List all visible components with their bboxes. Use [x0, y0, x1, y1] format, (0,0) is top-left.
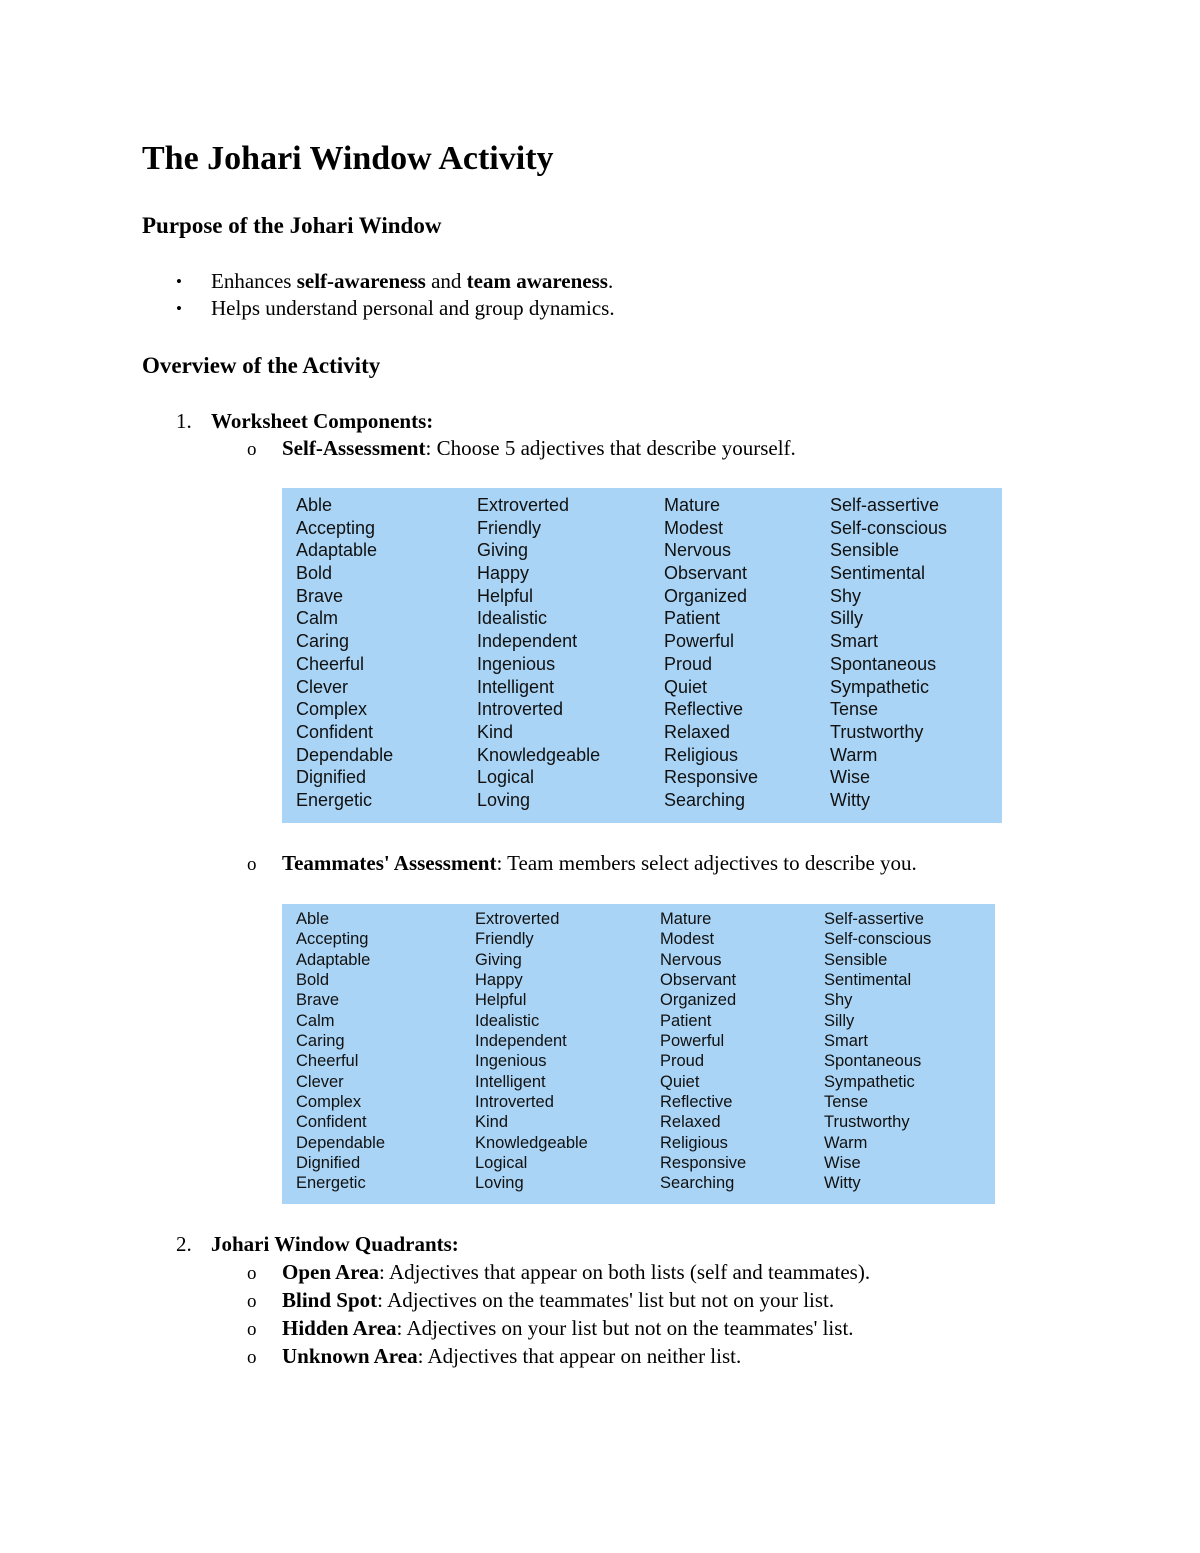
- quadrant-hidden-area: Hidden Area: Adjectives on your list but not on the teammates' list.: [282, 1316, 854, 1340]
- adjective-item: Silly: [830, 608, 864, 629]
- purpose-bullet-2: Helps understand personal and group dynamics.: [211, 296, 615, 320]
- adjective-item: Friendly: [475, 930, 534, 949]
- adjective-item: Adaptable: [296, 540, 378, 561]
- adjective-item: Helpful: [475, 991, 527, 1010]
- adjective-item: Sensible: [830, 540, 900, 561]
- adjective-item: Extroverted: [477, 495, 570, 515]
- sub-bullet-icon: o: [247, 1291, 257, 1312]
- adjective-item: Adaptable: [296, 950, 371, 969]
- adjective-item: Happy: [475, 971, 523, 990]
- adjective-item: Modest: [664, 517, 724, 538]
- sub-bullet-icon: o: [247, 439, 257, 460]
- adjective-item: Knowledgeable: [475, 1133, 588, 1152]
- adjective-item: Shy: [824, 991, 853, 1010]
- purpose-bullet-1: Enhances self-awareness and team awareness.: [211, 269, 614, 293]
- adjective-item: Cheerful: [296, 653, 365, 674]
- adjective-item: Accepting: [296, 517, 376, 538]
- adjective-item: Giving: [475, 950, 522, 969]
- adjective-item: Bold: [296, 563, 333, 584]
- adjective-item: Knowledgeable: [477, 744, 601, 765]
- adjective-item: Dignified: [296, 767, 367, 788]
- adjective-item: Sentimental: [824, 971, 912, 990]
- adjective-item: Religious: [664, 744, 739, 765]
- adjective-column-2: [477, 494, 600, 812]
- adjective-item: Confident: [296, 721, 374, 742]
- adjective-item: Extroverted: [475, 910, 560, 928]
- adjective-item: Independent: [475, 1032, 567, 1051]
- teammates-assessment-adjectives: [282, 904, 995, 1204]
- adjective-column-1: [296, 494, 393, 812]
- adjective-item: Loving: [477, 789, 531, 810]
- adjective-item: Proud: [664, 653, 713, 674]
- adjective-item: Observant: [664, 563, 748, 584]
- adjective-item: Cheerful: [296, 1052, 359, 1071]
- adjective-item: Mature: [664, 495, 721, 515]
- adjective-item: Loving: [475, 1174, 524, 1193]
- bullet-icon: •: [176, 299, 182, 318]
- adjective-item: Spontaneous: [824, 1052, 922, 1071]
- adjective-column-3: [664, 494, 758, 812]
- adjective-item: Ingenious: [475, 1052, 547, 1071]
- adjective-item: Patient: [664, 608, 721, 629]
- adjective-item: Nervous: [660, 950, 722, 969]
- adjective-item: Tense: [830, 699, 879, 720]
- adjective-item: Helpful: [477, 585, 534, 606]
- adjective-item: Energetic: [296, 789, 373, 810]
- adjective-item: Introverted: [477, 699, 564, 720]
- quadrants-label: Johari Window Quadrants:: [211, 1232, 459, 1256]
- adjective-item: Happy: [477, 563, 530, 584]
- adjective-column-2: [475, 909, 588, 1194]
- adjective-item: Giving: [477, 540, 529, 561]
- adjective-item: Bold: [296, 971, 330, 990]
- self-assessment-adjectives: [282, 488, 1002, 823]
- self-assessment-item: Self-Assessment: Choose 5 adjectives that describe yourself.: [282, 436, 796, 460]
- adjective-item: Idealistic: [475, 1011, 540, 1030]
- adjective-item: Sympathetic: [830, 676, 930, 697]
- adjective-item: Dependable: [296, 744, 394, 765]
- adjective-item: Powerful: [660, 1032, 725, 1051]
- adjective-item: Clever: [296, 1072, 344, 1091]
- adjective-item: Quiet: [660, 1072, 700, 1091]
- bullet-icon: •: [176, 272, 182, 291]
- purpose-heading: Purpose of the Johari Window: [142, 213, 442, 238]
- overview-heading: Overview of the Activity: [142, 353, 381, 378]
- adjective-item: Responsive: [660, 1154, 747, 1173]
- adjective-item: Idealistic: [477, 608, 548, 629]
- adjective-column-3: [660, 909, 746, 1194]
- adjective-item: Intelligent: [475, 1072, 546, 1091]
- adjective-item: Logical: [475, 1154, 528, 1173]
- adjective-item: Mature: [660, 910, 712, 928]
- adjective-item: Silly: [824, 1011, 855, 1030]
- quadrant-unknown-area: Unknown Area: Adjectives that appear on neither list.: [282, 1344, 742, 1368]
- adjective-item: Accepting: [296, 930, 369, 949]
- adjective-item: Sympathetic: [824, 1072, 915, 1091]
- adjective-item: Kind: [477, 721, 514, 742]
- teammates-assessment-item: Teammates' Assessment: Team members select adjectives to describe you.: [282, 851, 917, 875]
- adjective-item: Self-assertive: [824, 910, 924, 928]
- adjective-item: Complex: [296, 699, 368, 720]
- adjective-item: Wise: [830, 767, 870, 788]
- adjective-item: Introverted: [475, 1093, 554, 1112]
- adjective-item: Sentimental: [830, 563, 926, 584]
- adjective-item: Powerful: [664, 631, 735, 652]
- sub-bullet-icon: o: [247, 854, 257, 875]
- adjective-column-1: [296, 909, 385, 1194]
- adjective-item: Wise: [824, 1154, 861, 1173]
- adjective-item: Kind: [475, 1113, 509, 1132]
- adjective-item: Warm: [824, 1133, 868, 1152]
- adjective-item: Tense: [824, 1093, 869, 1112]
- adjective-item: Modest: [660, 930, 715, 949]
- adjective-item: Calm: [296, 608, 339, 629]
- adjective-item: Friendly: [477, 517, 542, 538]
- adjective-item: Sensible: [824, 950, 888, 969]
- adjective-item: Dignified: [296, 1154, 361, 1173]
- page-title: The Johari Window Activity: [142, 140, 554, 177]
- adjective-item: Self-conscious: [830, 517, 948, 538]
- adjective-item: Brave: [296, 991, 340, 1010]
- adjective-item: Nervous: [664, 540, 732, 561]
- adjective-item: Warm: [830, 744, 878, 765]
- adjective-item: Searching: [664, 789, 746, 810]
- adjective-item: Organized: [664, 585, 748, 606]
- adjective-item: Complex: [296, 1093, 362, 1112]
- adjective-item: Witty: [824, 1174, 861, 1193]
- adjective-item: Caring: [296, 631, 350, 652]
- adjective-item: Brave: [296, 585, 344, 606]
- adjective-item: Smart: [830, 631, 879, 652]
- adjective-item: Proud: [660, 1052, 705, 1071]
- adjective-item: Spontaneous: [830, 653, 937, 674]
- list-number-2: 2.: [176, 1232, 192, 1256]
- adjective-item: Self-conscious: [824, 930, 932, 949]
- worksheet-components-label: Worksheet Components:: [211, 409, 434, 433]
- adjective-item: Able: [296, 495, 333, 515]
- sub-bullet-icon: o: [247, 1347, 257, 1368]
- adjective-item: Religious: [660, 1133, 728, 1152]
- adjective-item: Reflective: [664, 699, 744, 720]
- adjective-item: Trustworthy: [824, 1113, 910, 1132]
- sub-bullet-icon: o: [247, 1263, 257, 1284]
- adjective-item: Searching: [660, 1174, 735, 1193]
- adjective-item: Patient: [660, 1011, 712, 1030]
- adjective-item: Intelligent: [477, 676, 555, 697]
- adjective-item: Trustworthy: [830, 721, 924, 742]
- adjective-item: Independent: [477, 631, 578, 652]
- adjective-item: Relaxed: [660, 1113, 721, 1132]
- adjective-column-4: [824, 909, 931, 1194]
- quadrant-blind-spot: Blind Spot: Adjectives on the teammates' list but not on your list.: [282, 1288, 835, 1312]
- adjective-item: Shy: [830, 585, 862, 606]
- adjective-item: Smart: [824, 1032, 869, 1051]
- adjective-column-4: [830, 494, 947, 812]
- adjective-item: Caring: [296, 1032, 345, 1051]
- sub-bullet-icon: o: [247, 1319, 257, 1340]
- adjective-item: Quiet: [664, 676, 708, 697]
- adjective-item: Reflective: [660, 1093, 733, 1112]
- adjective-item: Confident: [296, 1113, 367, 1132]
- quadrant-open-area: Open Area: Adjectives that appear on both lists (self and teammates).: [282, 1260, 871, 1284]
- adjective-item: Ingenious: [477, 653, 556, 674]
- adjective-item: Calm: [296, 1011, 335, 1030]
- adjective-item: Responsive: [664, 767, 759, 788]
- adjective-item: Energetic: [296, 1174, 366, 1193]
- adjective-item: Logical: [477, 767, 535, 788]
- adjective-item: Dependable: [296, 1133, 385, 1152]
- adjective-item: Able: [296, 910, 330, 928]
- adjective-item: Organized: [660, 991, 737, 1010]
- adjective-item: Witty: [830, 789, 870, 810]
- adjective-item: Self-assertive: [830, 495, 940, 515]
- adjective-item: Clever: [296, 676, 349, 697]
- adjective-item: Observant: [660, 971, 737, 990]
- list-number-1: 1.: [176, 409, 192, 433]
- adjective-item: Relaxed: [664, 721, 731, 742]
